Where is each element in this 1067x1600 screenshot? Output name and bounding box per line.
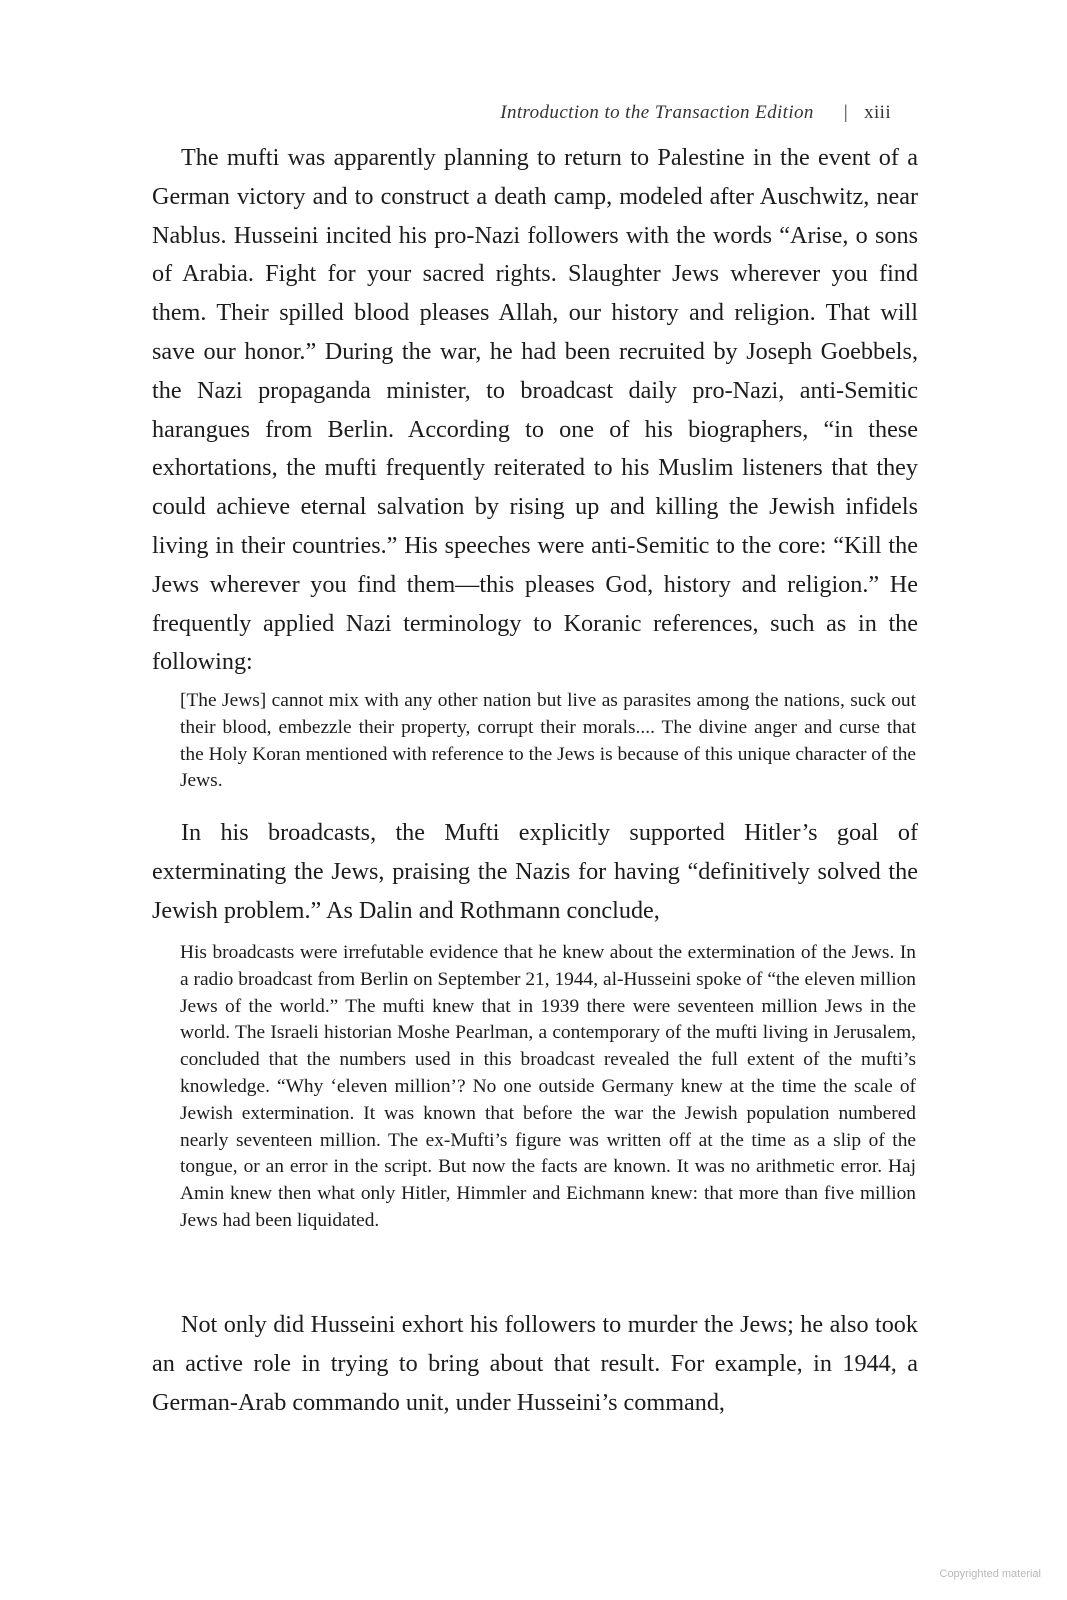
page-number: xiii — [864, 102, 891, 123]
body-paragraph: Not only did Husseini exhort his followers to murder the Jews; he also took an active role in trying to bring about that result. For example, in 1944, a German-Arab commando unit, under Husseini’s command, — [152, 1311, 918, 1416]
body-paragraph: The mufti was apparently planning to return to Palestine in the event of a German victory and to construct a death camp, modeled after Auschwitz, near Nablus. Husseini incited his pro-Nazi followers with the words “Arise, o sons of Arabia. Fight for your sacred rights. Slaughter Jews wherever you find them. Their spilled blood pleases Allah, our history and religion. That will save our honor.” During the war, he had been recruited by Joseph Goebbels, the Nazi propaganda minister, to broadcast daily pro-Nazi, anti-Semitic harangues from Berlin. According to one of his biographers, “in these exhortations, the mufti frequently reiterated to his Muslim listeners that they could achieve eternal salvation by rising up and killing the Jewish infidels living in their countries.” His speeches were anti-Semitic to the core: “Kill the Jews wherever you find them—this pleases God, history and religion.” He frequently applied Nazi terminology to Koranic references, such as in the following: — [152, 144, 918, 676]
running-head-separator: | — [843, 102, 849, 123]
body-paragraph: In his broadcasts, the Mufti explicitly supported Hitler’s goal of exterminating the Jews, praising the Nazis for having “definitively solved the Jewish problem.” As Dalin and Rothmann conclude, — [152, 819, 918, 924]
block-quote: His broadcasts were irrefutable evidence that he knew about the extermination of the Jews. In a radio broadcast from Berlin on September 21, 1944, al-Husseini spoke of “the eleven million Jews of the world.” The mufti knew that in 1939 there were seventeen million Jews in the world. The Israeli historian Moshe Pearlman, a contemporary of the mufti living in Jerusalem, concluded that the numbers used in this broadcast revealed the full extent of the mufti’s knowledge. “Why ‘eleven million’? No one outside Germany knew at the time the scale of Jewish extermination. It was known that before the war the Jewish population numbered nearly seventeen million. The ex-Mufti’s figure was written off at the time as a slip of the tongue, or an error in the script. But now the facts are known. It was no arithmetic error. Haj Amin knew then what only Hitler, Himmler and Eichmann knew: that more than five million Jews had been liquidated. — [180, 942, 916, 1231]
running-head-title: Introduction to the Transaction Edition — [500, 102, 814, 123]
block-quote: [The Jews] cannot mix with any other nation but live as parasites among the nations, suck out their blood, embezzle their property, corrupt their morals.... The divine anger and curse that the Holy Koran mentioned with reference to the Jews is because of this unique character of the Jews. — [180, 690, 916, 792]
running-head — [500, 102, 891, 124]
copyright-watermark: Copyrighted material — [939, 1568, 1041, 1580]
